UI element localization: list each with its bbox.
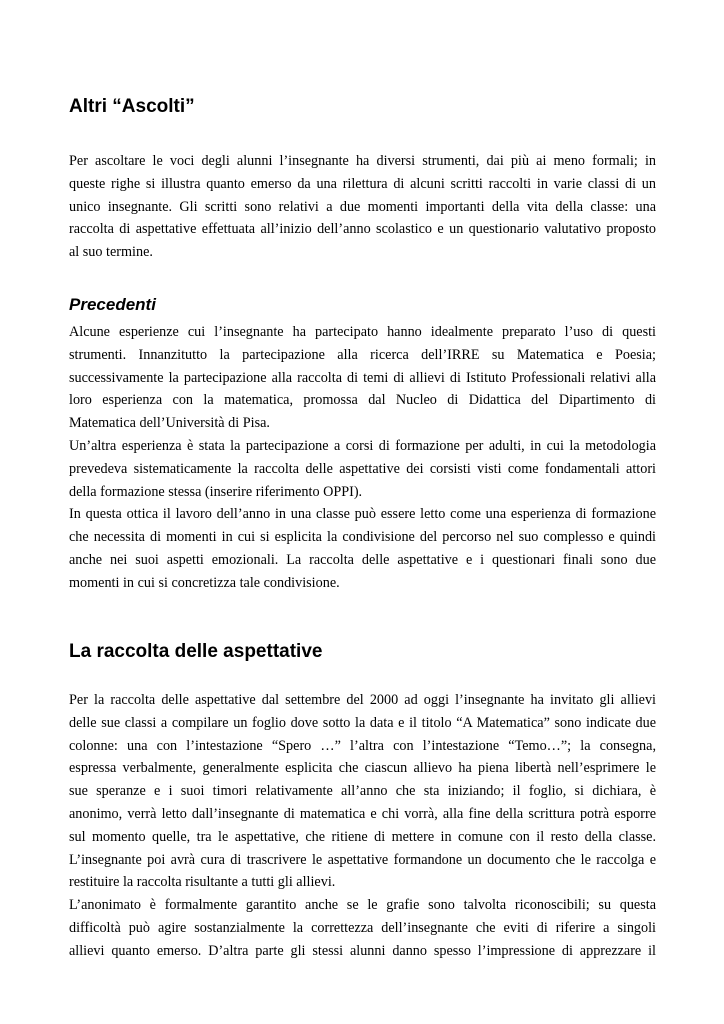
text-line: raccolta di aspettative effettuata all’inizio dell’anno scolastico e un questionario valutativo proposto bbox=[69, 221, 656, 238]
text-line: successivamente la partecipazione alla raccolta di temi di allievi di Istituto Professionali relativi alla bbox=[69, 369, 656, 386]
text-line: delle sue classi a compilare un foglio dove sotto la data e il titolo “A Matematica” sono indicate due bbox=[69, 714, 656, 731]
text-line: momenti in cui si concretizza tale condivisione. bbox=[69, 574, 340, 591]
text-line: della formazione stessa (inserire riferimento OPPI). bbox=[69, 483, 363, 500]
text-line: anonimo, verrà letto dall’insegnante di matematica e chi vorrà, alla fine della scrittura potrà esporre bbox=[69, 805, 656, 822]
text-line: queste righe si illustra quanto emerso da una rilettura di alcuni scritti raccolti in varie classi di un bbox=[69, 175, 656, 192]
text-line: espressa verbalmente, generalmente esplicita che ciascun allievo ha piena libertà nell’esprimere le bbox=[69, 760, 656, 777]
text-line: al suo termine. bbox=[69, 244, 153, 261]
text-line: Matematica dell’Università di Pisa. bbox=[69, 415, 270, 432]
text-line: In questa ottica il lavoro dell’anno in una classe può essere letto come una esperienza di formazione bbox=[69, 506, 656, 523]
heading-raccolta-aspettative: La raccolta delle aspettative bbox=[69, 641, 323, 662]
text-line: L’anonimato è formalmente garantito anche se le grafie sono talvolta riconoscibili; su questa bbox=[69, 897, 656, 914]
text-line: allievi quanto emerso. D’altra parte gli stessi alunni danno spesso l’impressione di apprezzare il bbox=[69, 942, 656, 959]
text-line: restituire la raccolta risultante a tutti gli allievi. bbox=[69, 874, 336, 891]
text-line: colonne: una con l’intestazione “Spero …” l’altra con l’intestazione “Temo…”; la consegna, bbox=[69, 737, 656, 754]
text-line: difficoltà può agire sostanzialmente la correttezza dell’insegnante che eviti di riferire a singoli bbox=[69, 919, 656, 936]
heading-altri-ascolti: Altri “Ascolti” bbox=[69, 96, 195, 117]
text-line: che necessita di momenti in cui si esplicita la condivisione del percorso nel suo complesso e quindi bbox=[69, 529, 656, 546]
text-line: sul momento quelle, tra le aspettative, che ritiene di mettere in comune con il resto della classe. bbox=[69, 828, 656, 845]
paragraph-raccolta-aspettative bbox=[69, 689, 656, 963]
text-line: sue speranze e i suoi timori relativamente all’anno che sta iniziando; il foglio, si dichiara, è bbox=[69, 783, 656, 800]
text-line: Alcune esperienze cui l’insegnante ha partecipato hanno idealmente preparato l’uso di questi bbox=[69, 324, 656, 340]
text-line: Un’altra esperienza è stata la partecipazione a corsi di formazione per adulti, in cui la metodologia bbox=[69, 437, 656, 454]
text-line: strumenti. Innanzitutto la partecipazione alla ricerca dell’IRRE su Matematica e Poesia; bbox=[69, 346, 656, 363]
text-line: loro esperienza con la matematica, promossa dal Nucleo di Didattica del Dipartimento di bbox=[69, 392, 656, 409]
heading-precedenti: Precedenti bbox=[69, 295, 156, 314]
text-line: Per la raccolta delle aspettative dal settembre del 2000 ad oggi l’insegnante ha invitato gli allievi bbox=[69, 692, 656, 708]
paragraph-precedenti bbox=[69, 321, 656, 595]
text-line: unico insegnante. Gli scritti sono relativi a due momenti importanti della vita della classe: una bbox=[69, 198, 656, 215]
text-line: prevedeva sistematicamente la raccolta delle aspettative dei corsisti visti come fondamentali attori bbox=[69, 460, 656, 477]
text-line: anche nei suoi aspetti emozionali. La raccolta delle aspettative e i questionari finali sono due bbox=[69, 551, 656, 568]
paragraph-altri-ascolti bbox=[69, 150, 656, 264]
text-line: L’insegnante poi avrà cura di trascrivere le aspettative formandone un documento che le raccolga e bbox=[69, 851, 656, 868]
text-line: Per ascoltare le voci degli alunni l’insegnante ha diversi strumenti, dai più ai meno formali; in bbox=[69, 153, 656, 169]
